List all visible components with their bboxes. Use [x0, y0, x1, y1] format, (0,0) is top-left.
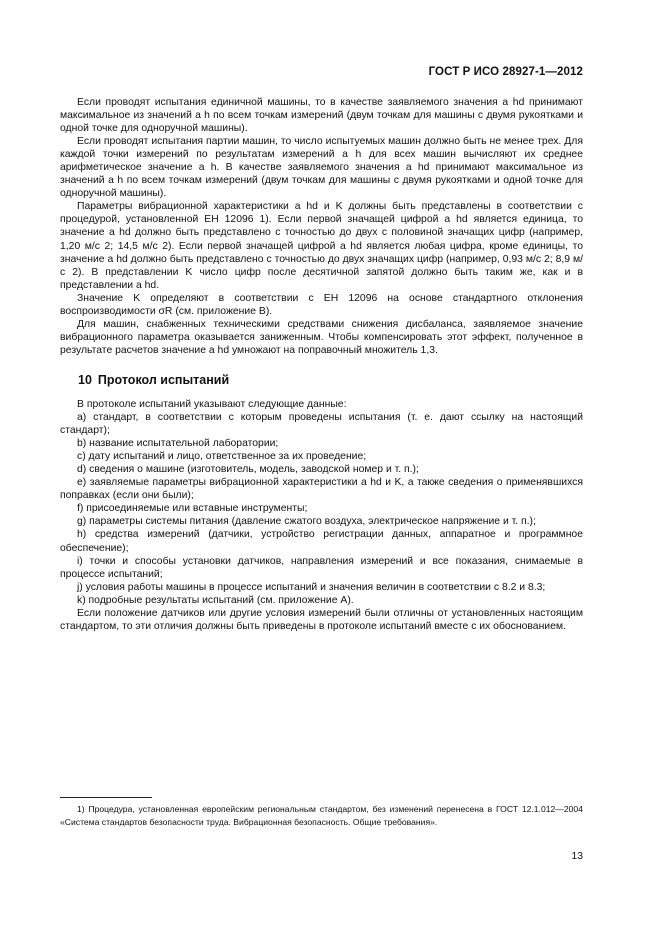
page-body: [60, 96, 583, 633]
paragraph-single-machine: Если проводят испытания единичной машины, то в качестве заявляемого значения a hd принимают максимальное из значений a h по всем точкам измерений (двум точкам для машины с двумя рукоятками и одной точке для одноручной машины).: [60, 97, 583, 135]
standard-header: ГОСТ Р ИСО 28927-1—2012: [428, 66, 583, 78]
section-heading: [78, 374, 583, 387]
section-title: Протокол испытаний: [97, 372, 230, 387]
list-item: a) стандарт, в соответствии с которым проведены испытания (т. е. дают ссылку на настоящий стандарт);: [60, 412, 583, 437]
paragraph-imbalance: Для машин, снабженных техническими средствами снижения дисбаланса, заявляемое значение вибрационного параметра оказывается заниженным. Чтобы компенсировать этот эффект, полученное в результате расчетов значение a hd умножают на поправочный множитель 1,3.: [60, 318, 583, 356]
list-item: b) название испытательной лаборатории;: [77, 438, 279, 450]
list-item: i) точки и способы установки датчиков, направления измерений и все показания, снимаемые в процессе испытаний;: [60, 555, 583, 580]
paragraph-parameters: Параметры вибрационной характеристики a hd и K должны быть представлены в соответствии с процедурой, установленной ЕН 12096 1). Если первой значащей цифрой a hd является единица, то значение a hd должно быть представлено с точностью до двух с половиной значащих цифр (например, 1,20 м/с 2; 14,5 м/с 2). Если первой значащей цифрой a hd является любая цифра, кроме единицы, то значение a hd должно быть представлено с точностью до двух значащих цифр (например, 0,93 м/с 2; 8,9 м/с 2). В представлении K число цифр после десятичной запятой должно быть таким же, как и в представлении a hd.: [60, 201, 583, 291]
footnote-divider: [60, 797, 152, 798]
paragraph-batch-machines: Если проводят испытания партии машин, то число испытуемых машин должно быть не менее трех. Для каждой точки измерений по результатам измерений a h для всех машин вычисляют их среднее арифметическое значение a h. В качестве заявляемого значения a hd принимают максимальное из значений a h по всем точкам измерений (двум точкам для машины с двумя рукоятками и одной точке для одноручной машины).: [60, 136, 583, 200]
footnote: [60, 803, 583, 828]
closing-paragraph: Если положение датчиков или другие условия измерений были отличны от установленных настоящим стандартом, то эти отличия должны быть приведены в протоколе испытаний вместе с их обоснованием.: [60, 607, 583, 632]
list-intro: В протоколе испытаний указывают следующие данные:: [77, 398, 347, 410]
list-item: c) дату испытаний и лицо, ответственное за их проведение;: [77, 451, 367, 463]
section-number: 10: [78, 372, 92, 387]
page-number: 13: [571, 851, 583, 862]
list-item: e) заявляемые параметры вибрационной характеристики a hd и K, а также сведения о применявшихся поправках (если они были);: [60, 477, 583, 502]
list-item: h) средства измерений (датчики, устройство регистрации данных, аппаратное и программное обеспечение);: [60, 529, 583, 554]
list-item: g) параметры системы питания (давление сжатого воздуха, электрическое напряжение и т. п.);: [77, 516, 536, 528]
list-item: f) присоединяемые или вставные инструменты;: [77, 503, 308, 515]
list-item: k) подробные результаты испытаний (см. приложение А).: [77, 594, 354, 606]
list-item: j) условия работы машины в процессе испытаний и значения величин в соответствии с 8.2 и 8.3;: [77, 581, 546, 593]
paragraph-k-value: Значение K определяют в соответствии с ЕН 12096 на основе стандартного отклонения воспроизводимости σR (см. приложение В).: [60, 292, 583, 317]
footnote-text: 1) Процедура, установленная европейским региональным стандартом, без изменений перенесена в ГОСТ 12.1.012—2004 «Система стандартов безопасности труда. Вибрационная безопасность. Общие требования».: [60, 804, 583, 827]
list-item: d) сведения о машине (изготовитель, модель, заводской номер и т. п.);: [77, 464, 419, 476]
